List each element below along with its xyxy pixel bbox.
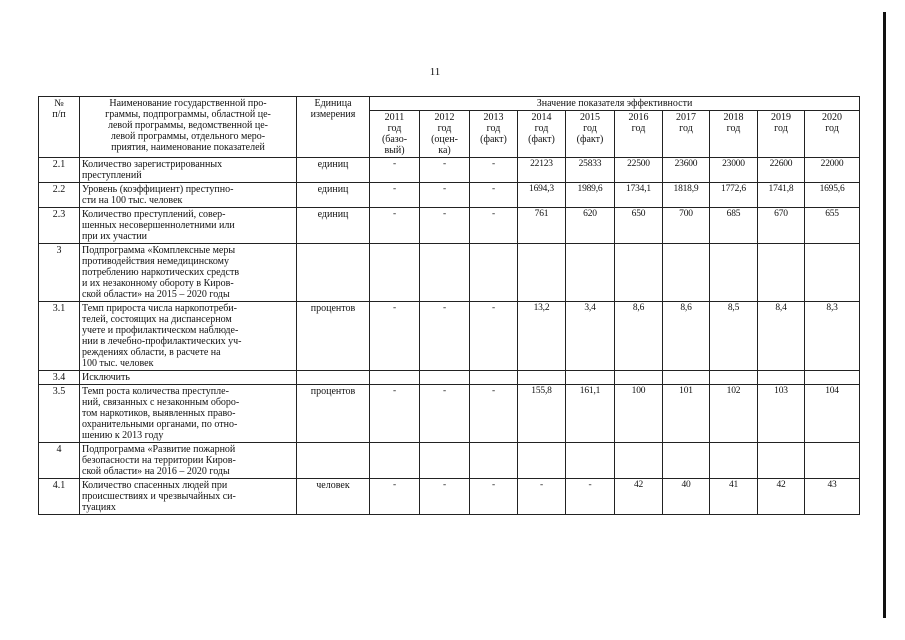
row-value [805,443,860,479]
row-value: 23600 [663,158,710,183]
row-value: 13,2 [518,302,566,371]
row-value: 22500 [615,158,663,183]
row-value: 40 [663,479,710,515]
row-value [710,244,758,302]
row-value: 8,3 [805,302,860,371]
table-row [39,385,860,443]
row-value [805,244,860,302]
header-year: 2018 год [710,111,758,158]
row-name: Подпрограмма «Комплексные меры противодействия немедицинскому потреблению наркотических средств и их незаконному обороту в Киров- ской области» на 2015 – 2020 годы [80,244,297,302]
row-value: 8,6 [663,302,710,371]
row-value: 3,4 [566,302,615,371]
row-value: - [470,183,518,208]
table-row [39,302,860,371]
table-row [39,208,860,244]
row-unit: процентов [297,385,370,443]
row-value: - [470,385,518,443]
row-value: - [370,158,420,183]
row-value: 41 [710,479,758,515]
row-value: - [420,183,470,208]
row-value: - [470,479,518,515]
header-year: 2016 год [615,111,663,158]
row-value: - [518,479,566,515]
row-value [663,371,710,385]
row-number: 3.1 [39,302,80,371]
row-value: 1818,9 [663,183,710,208]
row-number: 4.1 [39,479,80,515]
row-value: 161,1 [566,385,615,443]
row-value: 1989,6 [566,183,615,208]
row-value [370,371,420,385]
row-value: - [370,302,420,371]
row-number: 2.3 [39,208,80,244]
row-value [663,244,710,302]
row-value: 670 [758,208,805,244]
header-name: Наименование государственной про- граммы, подпрограммы, областной це- левой программы, ведомственной це- левой программы, отдельного меро- приятия, наименование показателей [80,97,297,158]
row-value: - [370,385,420,443]
row-value [566,244,615,302]
row-value: 103 [758,385,805,443]
row-value [470,244,518,302]
table-body [39,158,860,515]
row-value [710,443,758,479]
row-name: Количество спасенных людей при происшествиях и чрезвычайных си- туациях [80,479,297,515]
row-value: 104 [805,385,860,443]
row-value: - [566,479,615,515]
row-value [470,371,518,385]
page-number: 11 [429,66,441,78]
row-value: 155,8 [518,385,566,443]
row-value [518,371,566,385]
row-name: Подпрограмма «Развитие пожарной безопасности на территории Киров- ской области» на 2016 – 2020 годы [80,443,297,479]
row-value: 43 [805,479,860,515]
row-name: Количество преступлений, совер- шенных несовершеннолетними или при их участии [80,208,297,244]
page-edge-rule [883,12,886,618]
table-row [39,158,860,183]
row-number: 4 [39,443,80,479]
row-number: 3.4 [39,371,80,385]
row-value: 1734,1 [615,183,663,208]
row-number: 2.1 [39,158,80,183]
row-value: - [370,208,420,244]
row-value: - [420,208,470,244]
row-value [420,443,470,479]
row-value: 42 [758,479,805,515]
row-value [758,443,805,479]
row-value: 42 [615,479,663,515]
row-name: Темп роста количества преступле- ний, связанных с незаконным оборо- том наркотиков, выявленных право- охранительными органами, по отно- шению к 2013 году [80,385,297,443]
row-value [518,244,566,302]
row-value: - [420,385,470,443]
header-values-group: Значение показателя эффективности [370,97,860,111]
row-value [370,244,420,302]
row-value [615,443,663,479]
row-unit: единиц [297,158,370,183]
row-value: 700 [663,208,710,244]
row-unit: человек [297,479,370,515]
row-value: 1695,6 [805,183,860,208]
row-value [663,443,710,479]
row-value [615,371,663,385]
row-value [420,244,470,302]
row-value: - [420,479,470,515]
header-unit: Единица измерения [297,97,370,158]
row-value [758,244,805,302]
row-value: 650 [615,208,663,244]
row-value: 620 [566,208,615,244]
table-row [39,371,860,385]
row-value: 8,4 [758,302,805,371]
row-value: - [420,302,470,371]
table-header-row [39,97,860,111]
row-value: - [370,479,420,515]
row-value [518,443,566,479]
row-value: 1772,6 [710,183,758,208]
row-value [566,371,615,385]
row-name: Уровень (коэффициент) преступно- сти на 100 тыс. человек [80,183,297,208]
row-value: 102 [710,385,758,443]
row-value: 761 [518,208,566,244]
row-value: 22600 [758,158,805,183]
row-value: 23000 [710,158,758,183]
row-unit: единиц [297,183,370,208]
row-value [758,371,805,385]
table-row [39,183,860,208]
row-value: - [420,158,470,183]
header-year: 2020 год [805,111,860,158]
header-year: 2015 год (факт) [566,111,615,158]
row-number: 3.5 [39,385,80,443]
row-value: 8,6 [615,302,663,371]
row-value: - [470,208,518,244]
row-unit: единиц [297,208,370,244]
row-unit [297,371,370,385]
row-value: 8,5 [710,302,758,371]
row-value [370,443,420,479]
indicators-table [38,96,860,515]
row-value: 1741,8 [758,183,805,208]
header-year: 2017 год [663,111,710,158]
header-year: 2011 год (базо- вый) [370,111,420,158]
row-value: 25833 [566,158,615,183]
header-year: 2013 год (факт) [470,111,518,158]
row-value: 685 [710,208,758,244]
header-year: 2012 год (оцен- ка) [420,111,470,158]
row-number: 2.2 [39,183,80,208]
row-value [710,371,758,385]
header-num: № п/п [39,97,80,158]
row-value: 1694,3 [518,183,566,208]
row-number: 3 [39,244,80,302]
row-value: 100 [615,385,663,443]
row-value: 22000 [805,158,860,183]
row-value [566,443,615,479]
row-value: 655 [805,208,860,244]
row-unit [297,443,370,479]
row-name: Исключить [80,371,297,385]
row-value: 22123 [518,158,566,183]
row-unit [297,244,370,302]
table-row [39,479,860,515]
row-value [805,371,860,385]
row-unit: процентов [297,302,370,371]
table-row [39,443,860,479]
row-value: - [470,158,518,183]
row-value [420,371,470,385]
row-value: - [370,183,420,208]
row-value [470,443,518,479]
row-value: - [470,302,518,371]
header-year: 2014 год (факт) [518,111,566,158]
row-name: Количество зарегистрированных преступлений [80,158,297,183]
row-value [615,244,663,302]
table-row [39,244,860,302]
row-name: Темп прироста числа наркопотреби- телей, состоящих на диспансерном учете и профилактическом наблюде- нии в лечебно-профилактических уч- реждениях области, в расчете на 100 тыс. человек [80,302,297,371]
row-value: 101 [663,385,710,443]
header-year: 2019 год [758,111,805,158]
